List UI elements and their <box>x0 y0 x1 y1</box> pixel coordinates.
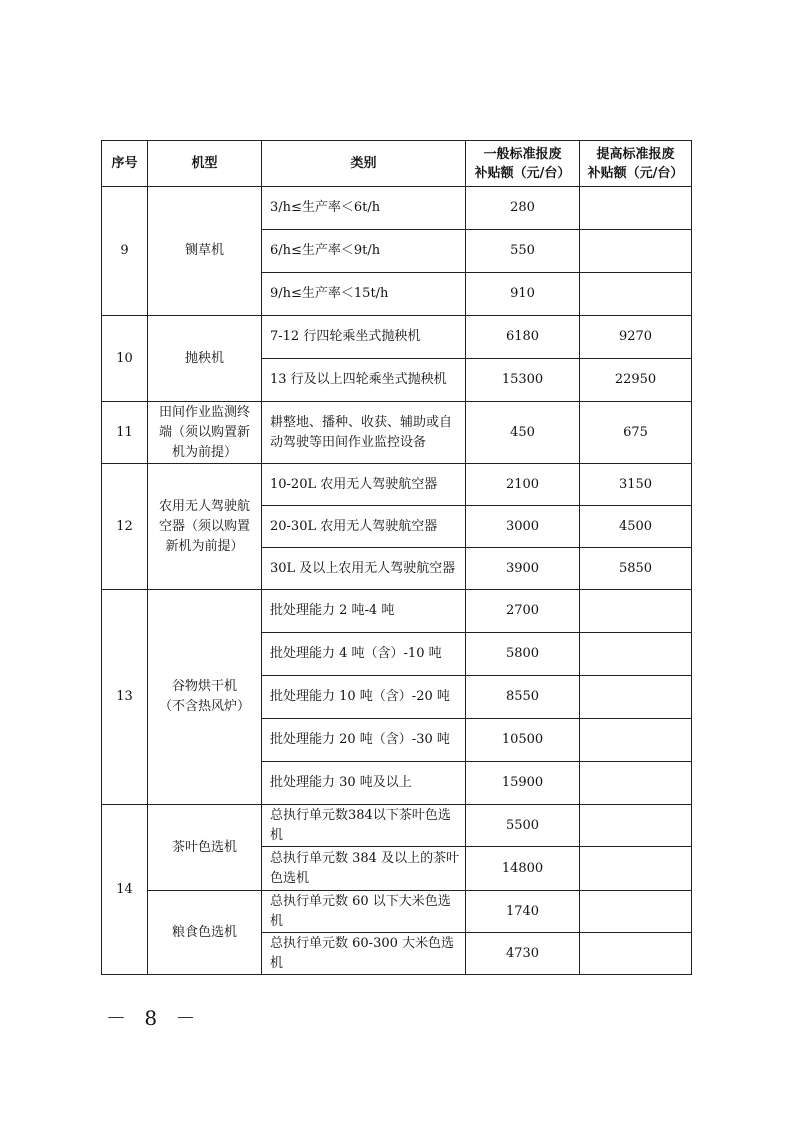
seq-cell: 11 <box>102 402 148 464</box>
enhanced-subsidy-cell: 3150 <box>580 464 692 506</box>
category-cell: 批处理能力 30 吨及以上 <box>262 762 466 805</box>
table-header <box>102 141 692 187</box>
general-subsidy-cell: 4730 <box>466 933 580 975</box>
table-row <box>102 891 692 933</box>
model-cell: 谷物烘干机 （不含热风炉） <box>148 590 262 805</box>
category-cell: 6/h≤生产率＜9t/h <box>262 230 466 273</box>
enhanced-subsidy-cell: 5850 <box>580 548 692 590</box>
header-general-subsidy: 一般标准报废 补贴额（元/台） <box>466 141 580 187</box>
category-cell: 9/h≤生产率＜15t/h <box>262 273 466 316</box>
header-model: 机型 <box>148 141 262 187</box>
model-cell: 农用无人驾驶航 空器（须以购置 新机为前提） <box>148 464 262 590</box>
header-category: 类别 <box>262 141 466 187</box>
category-cell: 批处理能力 20 吨（含）-30 吨 <box>262 719 466 762</box>
enhanced-subsidy-cell <box>580 933 692 975</box>
general-subsidy-cell: 2100 <box>466 464 580 506</box>
enhanced-subsidy-cell <box>580 230 692 273</box>
general-subsidy-cell: 14800 <box>466 847 580 891</box>
general-subsidy-cell: 3000 <box>466 506 580 548</box>
enhanced-subsidy-cell <box>580 273 692 316</box>
category-cell: 30L 及以上农用无人驾驶航空器 <box>262 548 466 590</box>
category-cell: 批处理能力 2 吨-4 吨 <box>262 590 466 633</box>
category-cell: 总执行单元数384以下茶叶色选机 <box>262 805 466 847</box>
enhanced-subsidy-cell <box>580 590 692 633</box>
general-subsidy-cell: 450 <box>466 402 580 464</box>
category-cell: 总执行单元数 60-300 大米色选机 <box>262 933 466 975</box>
header-row <box>102 141 692 187</box>
enhanced-subsidy-cell <box>580 719 692 762</box>
enhanced-subsidy-cell <box>580 762 692 805</box>
category-cell: 批处理能力 10 吨（含）-20 吨 <box>262 676 466 719</box>
general-subsidy-cell: 5500 <box>466 805 580 847</box>
category-cell: 总执行单元数 60 以下大米色选机 <box>262 891 466 933</box>
seq-cell: 13 <box>102 590 148 805</box>
category-cell: 13 行及以上四轮乘坐式抛秧机 <box>262 359 466 402</box>
category-cell: 耕整地、播种、收获、辅助或自 动驾驶等田间作业监控设备 <box>262 402 466 464</box>
category-cell: 10-20L 农用无人驾驶航空器 <box>262 464 466 506</box>
general-subsidy-cell: 280 <box>466 187 580 230</box>
enhanced-subsidy-cell <box>580 676 692 719</box>
enhanced-subsidy-cell <box>580 847 692 891</box>
category-cell: 3/h≤生产率＜6t/h <box>262 187 466 230</box>
enhanced-subsidy-cell: 675 <box>580 402 692 464</box>
general-subsidy-cell: 15300 <box>466 359 580 402</box>
model-cell: 抛秧机 <box>148 316 262 402</box>
table-row <box>102 187 692 230</box>
seq-cell: 14 <box>102 805 148 975</box>
model-cell: 茶叶色选机 <box>148 805 262 891</box>
enhanced-subsidy-cell: 9270 <box>580 316 692 359</box>
enhanced-subsidy-cell <box>580 805 692 847</box>
general-subsidy-cell: 6180 <box>466 316 580 359</box>
table-body <box>102 187 692 975</box>
seq-cell: 9 <box>102 187 148 316</box>
header-enhanced-subsidy: 提高标准报废 补贴额（元/台） <box>580 141 692 187</box>
model-cell: 田间作业监测终 端（须以购置新 机为前提） <box>148 402 262 464</box>
general-subsidy-cell: 8550 <box>466 676 580 719</box>
table-row <box>102 464 692 506</box>
general-subsidy-cell: 910 <box>466 273 580 316</box>
enhanced-subsidy-cell <box>580 187 692 230</box>
header-seq: 序号 <box>102 141 148 187</box>
general-subsidy-cell: 1740 <box>466 891 580 933</box>
category-cell: 7-12 行四轮乘坐式抛秧机 <box>262 316 466 359</box>
general-subsidy-cell: 550 <box>466 230 580 273</box>
general-subsidy-cell: 3900 <box>466 548 580 590</box>
model-cell: 铡草机 <box>148 187 262 316</box>
enhanced-subsidy-cell <box>580 633 692 676</box>
general-subsidy-cell: 5800 <box>466 633 580 676</box>
table-row <box>102 590 692 633</box>
general-subsidy-cell: 2700 <box>466 590 580 633</box>
enhanced-subsidy-cell <box>580 891 692 933</box>
seq-cell: 10 <box>102 316 148 402</box>
enhanced-subsidy-cell: 4500 <box>580 506 692 548</box>
seq-cell: 12 <box>102 464 148 590</box>
page-number: － 8 － <box>106 1006 202 1030</box>
table-row <box>102 805 692 847</box>
general-subsidy-cell: 15900 <box>466 762 580 805</box>
subsidy-table <box>101 140 692 975</box>
general-subsidy-cell: 10500 <box>466 719 580 762</box>
category-cell: 批处理能力 4 吨（含）-10 吨 <box>262 633 466 676</box>
enhanced-subsidy-cell: 22950 <box>580 359 692 402</box>
model-cell: 粮食色选机 <box>148 891 262 975</box>
category-cell: 20-30L 农用无人驾驶航空器 <box>262 506 466 548</box>
table-row <box>102 402 692 464</box>
category-cell: 总执行单元数 384 及以上的茶叶 色选机 <box>262 847 466 891</box>
table-row <box>102 316 692 359</box>
